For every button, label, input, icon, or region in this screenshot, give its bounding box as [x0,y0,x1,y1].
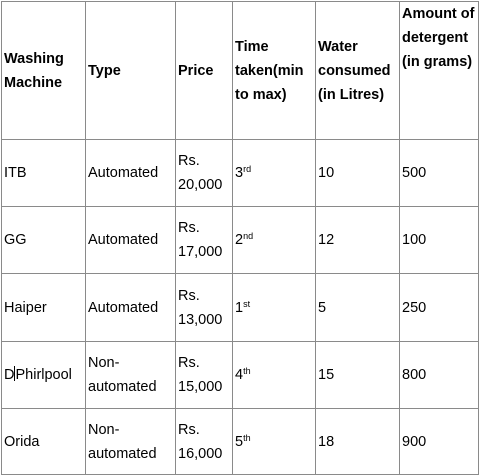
table-row [2,207,479,274]
cell-time [233,207,316,274]
cell-price: Rs. 13,000 [176,274,233,342]
time-number: 1 [235,299,244,316]
cell-time [233,140,316,207]
cell-detergent: 100 [400,207,479,274]
header-time-taken: Time taken(min to max) [233,2,316,140]
cell-machine: Orida [2,409,86,475]
time-ordinal-suffix: rd [243,164,252,174]
time-ordinal-suffix: th [243,432,251,443]
table-row [2,274,479,342]
table-row [2,409,479,475]
machine-name-prefix: D [4,367,15,383]
time-number: 5 [235,433,244,450]
cell-time [233,274,316,342]
time-ordinal-suffix: th [243,366,251,376]
time-ordinal-suffix: nd [243,231,254,241]
cell-price: Rs. 17,000 [176,207,233,274]
cell-time [233,342,316,409]
header-detergent: Amount of detergent (in grams) [400,2,479,140]
time-number: 3 [235,165,244,181]
time-number: 4 [235,367,244,383]
cell-detergent: 500 [400,140,479,207]
cell-type: Non-automated [86,342,176,409]
cell-time [233,409,316,475]
cell-type: Automated [86,274,176,342]
header-type: Type [86,2,176,140]
cell-detergent: 900 [400,409,479,475]
cell-machine: GG [2,207,86,274]
cell-price: Rs. 20,000 [176,140,233,207]
time-ordinal-suffix: st [243,298,251,309]
time-number: 2 [235,232,244,248]
cell-machine: Haiper [2,274,86,342]
cell-detergent: 250 [400,274,479,342]
cell-type: Non-automated [86,409,176,475]
cell-water: 18 [316,409,400,475]
cell-water: 15 [316,342,400,409]
header-price: Price [176,2,233,140]
cell-machine[interactable] [2,342,86,409]
cell-detergent: 800 [400,342,479,409]
cell-water: 12 [316,207,400,274]
cell-type: Automated [86,140,176,207]
washing-machine-table [1,1,479,475]
header-washing-machine: Washing Machine [2,2,86,140]
header-row [2,2,479,140]
table-row [2,140,479,207]
cell-machine: ITB [2,140,86,207]
cell-water: 5 [316,274,400,342]
cell-price: Rs. 15,000 [176,342,233,409]
header-water-consumed: Water consumed (in Litres) [316,2,400,140]
machine-name: Phirlpool [15,367,72,383]
cell-type: Automated [86,207,176,274]
table-row [2,342,479,409]
cell-water: 10 [316,140,400,207]
cell-price: Rs. 16,000 [176,409,233,475]
